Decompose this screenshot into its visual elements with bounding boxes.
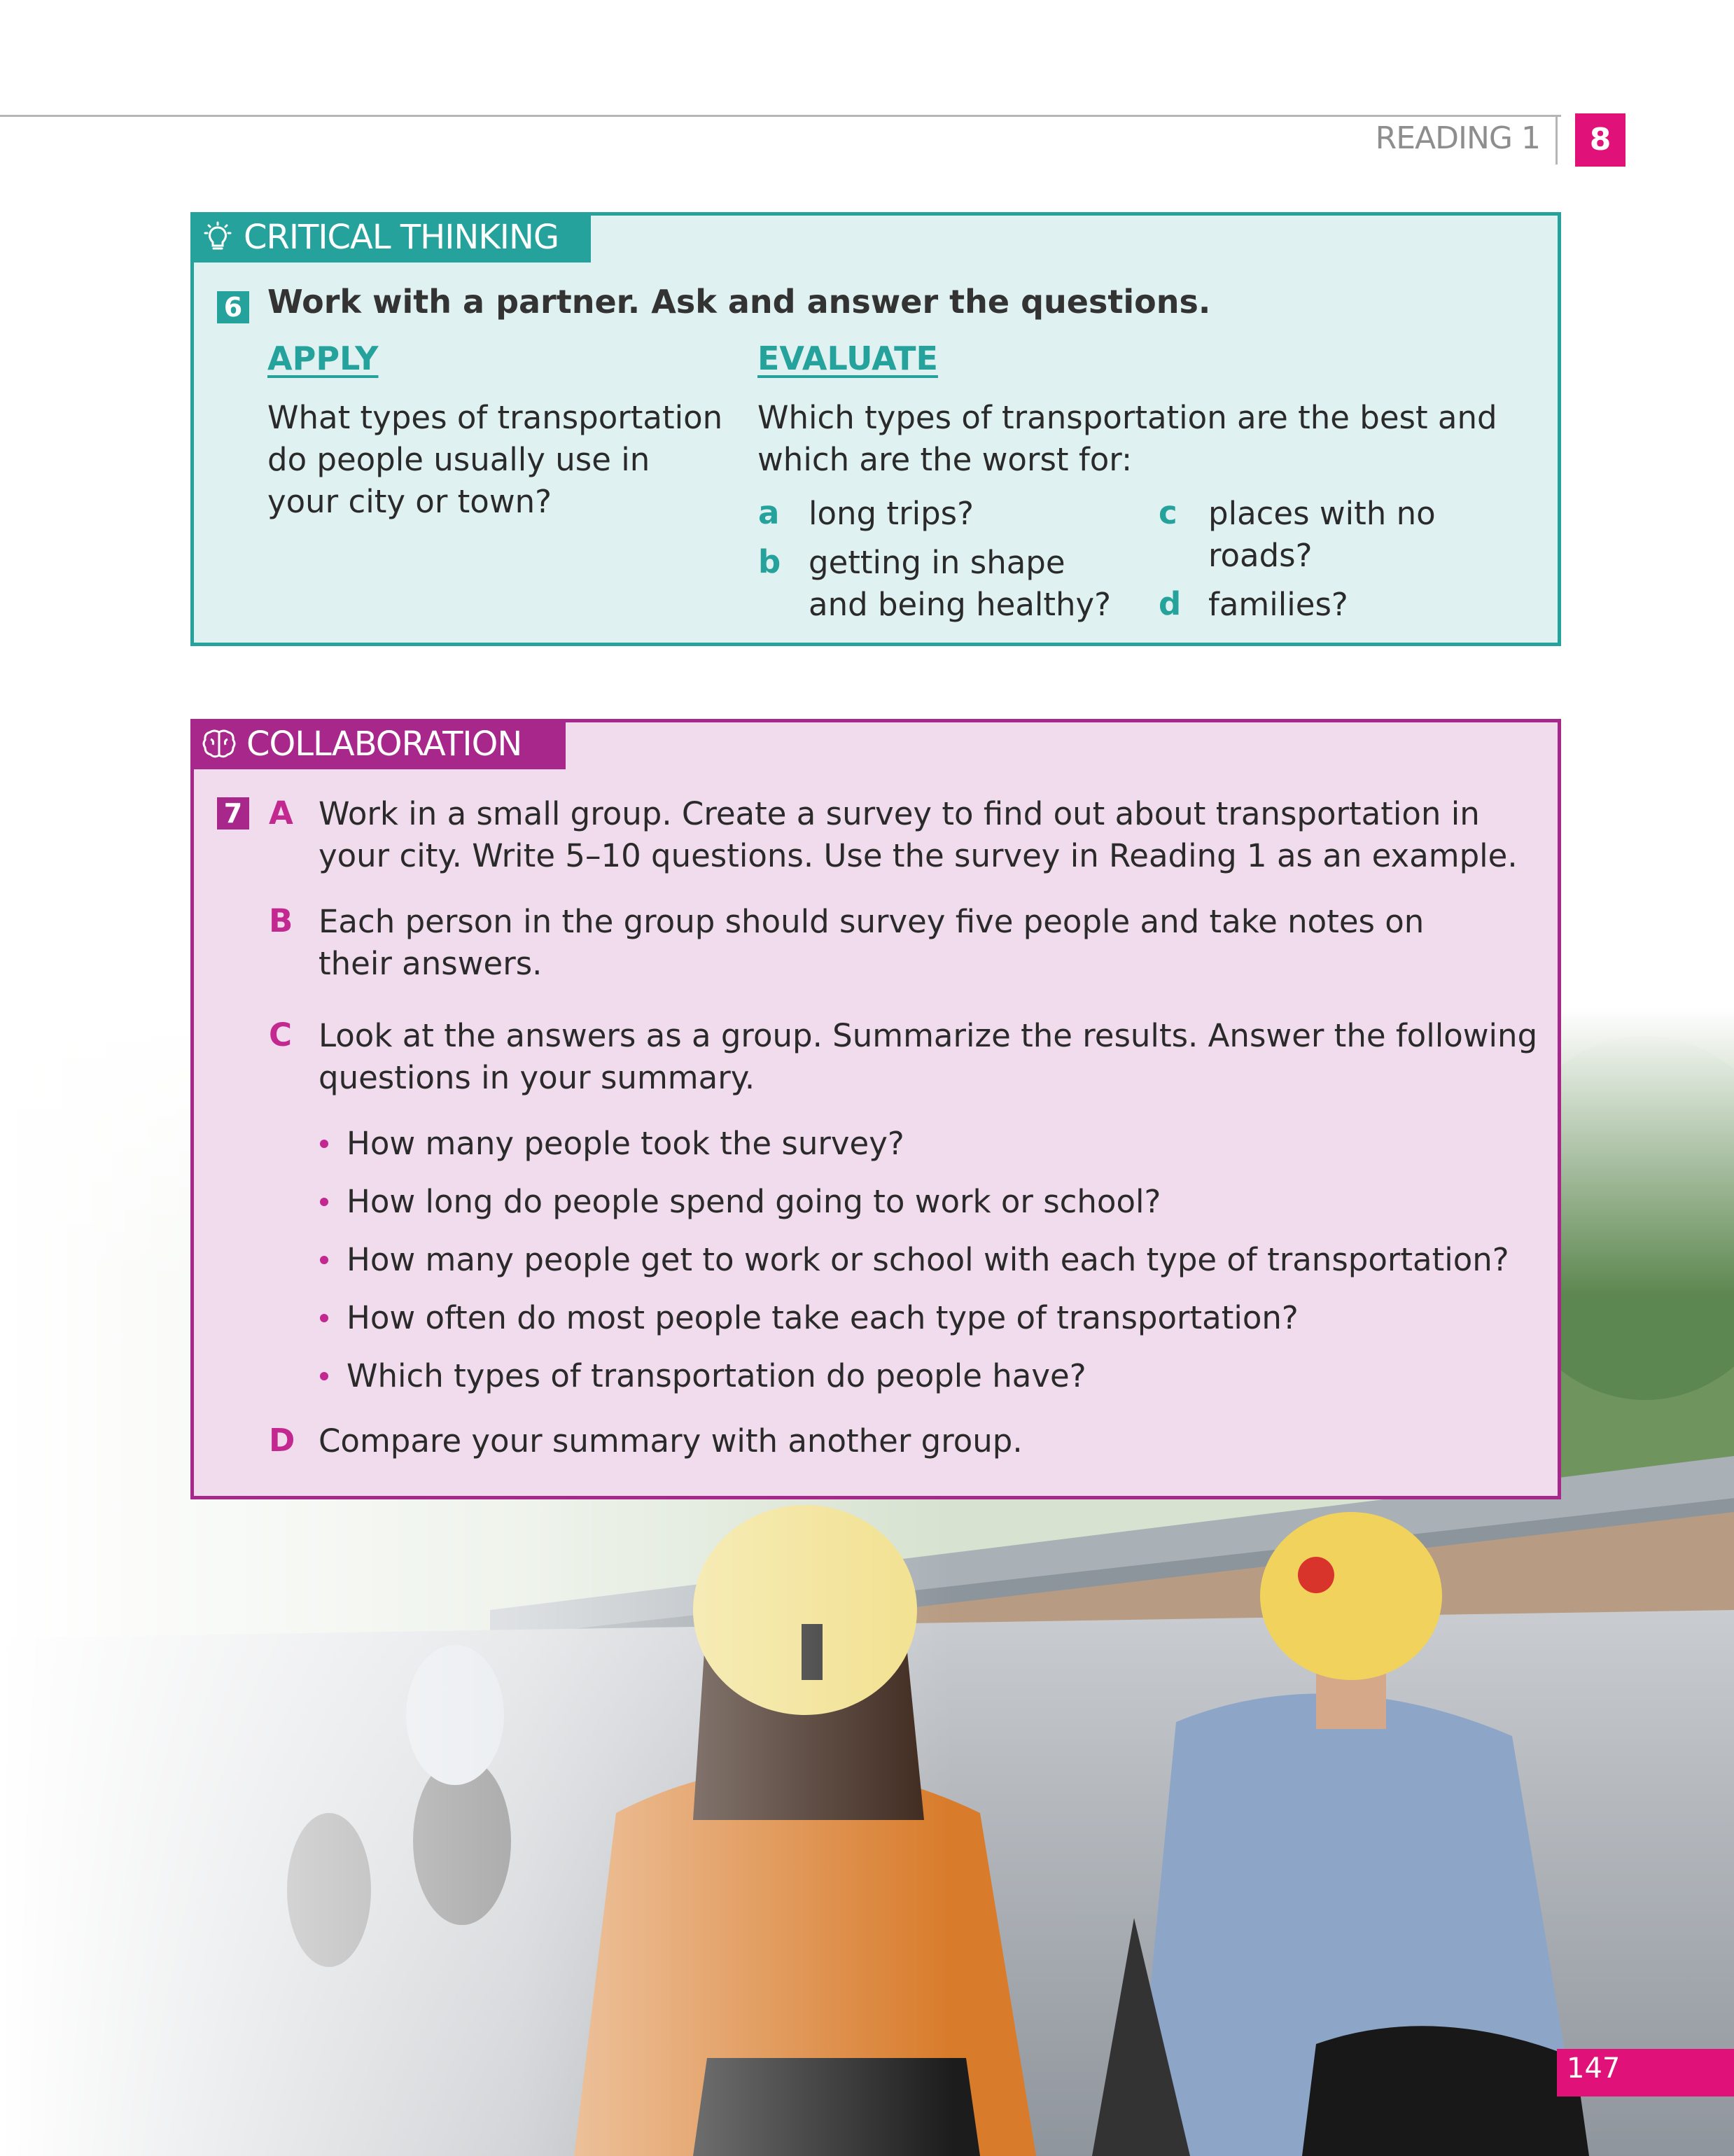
evaluate-line: Which types of transportation are the best and (757, 399, 1497, 436)
exercise-number-7: 7 (217, 797, 249, 830)
brain-icon (202, 728, 237, 760)
item-text: Compare your summary with another group. (319, 1422, 1023, 1460)
exercise-6-instruction: Work with a partner. Ask and answer the questions. (267, 283, 1211, 321)
apply-line: do people usually use in (267, 441, 650, 478)
option-text: families? (1208, 586, 1348, 623)
section-label: READING 1 (1375, 120, 1540, 156)
bullet-dot (320, 1256, 328, 1264)
option-letter: d (1159, 585, 1182, 622)
item-letter: C (269, 1016, 293, 1054)
option-line: roads? (1208, 537, 1313, 574)
option-text (1208, 493, 1436, 577)
option-text: long trips? (809, 495, 974, 532)
apply-line: your city or town? (267, 483, 552, 520)
item-letter: B (269, 902, 293, 939)
bullet-item: How many people get to work or school with each type of transportation? (347, 1241, 1509, 1278)
option-line: and being healthy? (809, 586, 1112, 623)
bullet-dot (320, 1198, 328, 1206)
bullet-dot (320, 1314, 328, 1322)
item-line: their answers. (319, 945, 543, 982)
item-letter: D (269, 1422, 295, 1459)
item-text (319, 793, 1518, 877)
top-rule (0, 115, 1561, 117)
apply-question (267, 397, 722, 523)
header-divider (1555, 115, 1558, 164)
option-letter: c (1159, 494, 1177, 531)
evaluate-line: which are the worst for: (757, 441, 1133, 478)
item-line: questions in your summary. (319, 1059, 755, 1096)
bullet-dot (320, 1140, 328, 1148)
lightbulb-icon (202, 221, 234, 253)
option-line: places with no (1208, 495, 1436, 532)
option-line: getting in shape (809, 544, 1065, 581)
item-line: your city. Write 5–10 questions. Use the survey in Reading 1 as an example. (319, 837, 1518, 874)
page-number: 147 (1567, 2052, 1621, 2085)
chapter-badge: 8 (1575, 113, 1625, 167)
bullet-item: How often do most people take each type of transportation? (347, 1299, 1299, 1336)
bullet-item: How many people took the survey? (347, 1125, 904, 1162)
apply-heading: APPLY (267, 340, 379, 377)
collaboration-tab (190, 719, 566, 769)
item-line: Look at the answers as a group. Summarize the results. Answer the following (319, 1017, 1538, 1054)
evaluate-heading: EVALUATE (757, 340, 938, 377)
option-letter: a (758, 494, 780, 531)
collaboration-title: COLLABORATION (246, 724, 522, 764)
exercise-number-6: 6 (217, 291, 249, 323)
item-text (319, 1015, 1537, 1099)
apply-line: What types of transportation (267, 399, 723, 436)
evaluate-question (757, 397, 1497, 481)
item-text (319, 901, 1424, 985)
bullet-item: How long do people spend going to work or school? (347, 1183, 1161, 1220)
bullet-dot (320, 1372, 328, 1380)
item-letter: A (269, 794, 293, 832)
item-line: Each person in the group should survey five people and take notes on (319, 903, 1425, 940)
bullet-item: Which types of transportation do people have? (347, 1357, 1086, 1394)
critical-thinking-tab (190, 212, 591, 262)
option-text (809, 542, 1111, 626)
critical-thinking-title: CRITICAL THINKING (244, 218, 559, 257)
option-letter: b (758, 543, 781, 580)
item-line: Work in a small group. Create a survey to find out about transportation in (319, 795, 1480, 832)
